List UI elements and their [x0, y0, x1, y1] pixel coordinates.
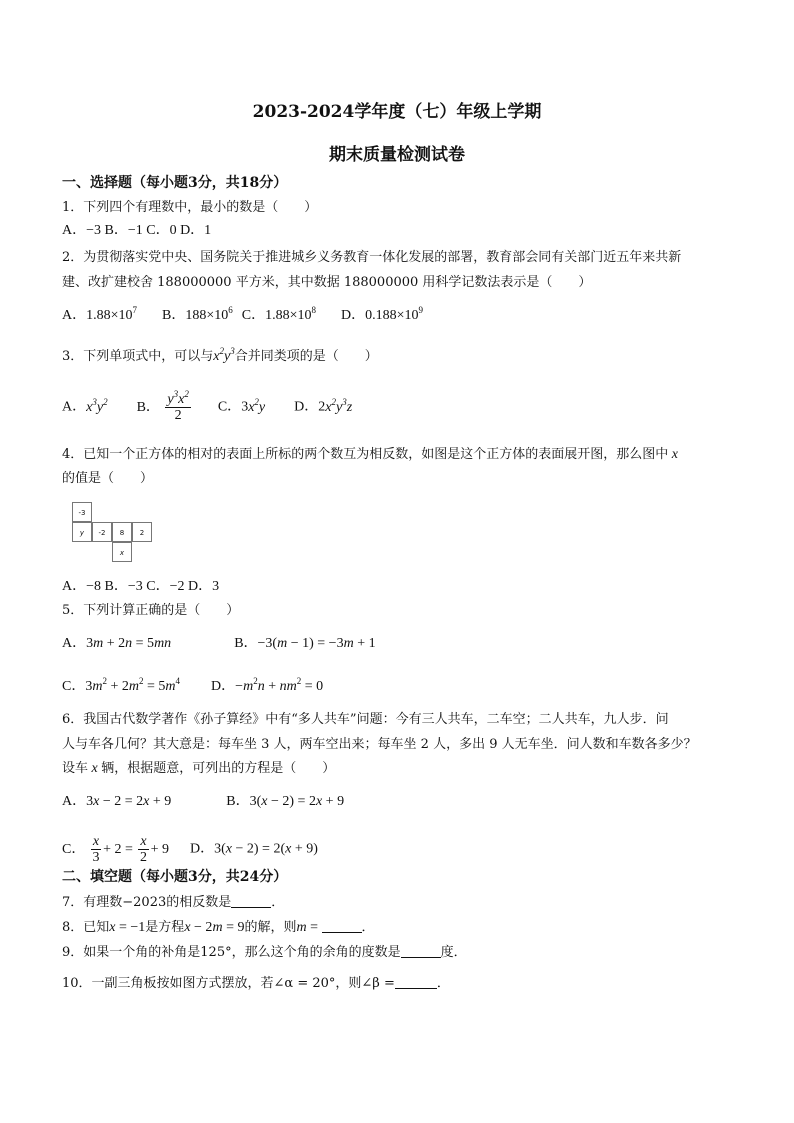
- q2-option-a: A．$1.88\times 10^7$: [62, 305, 138, 323]
- question-2-options: [62, 307, 423, 325]
- q3-option-a: A．$x^3y^2$: [62, 396, 108, 415]
- question-4-line-1: 4．已知一个正方体的相对的表面上所标的两个数互为相反数，如图是这个正方体的表面展开图，那么图中 x: [62, 447, 678, 462]
- net-cell-top: -3: [72, 502, 92, 522]
- q2-option-b: B．$188\times 10^6$: [162, 305, 233, 323]
- q6-option-b: B．3(x − 2) = 2x + 9: [226, 794, 345, 809]
- q5-option-a: A．3m + 2n = 5mn: [62, 636, 172, 651]
- net-cell-2: 2: [132, 522, 152, 542]
- question-10: 10．一副三角板按如图方式摆放，若∠α = 20°，则∠β = ．: [62, 976, 450, 991]
- question-3-options: [62, 389, 353, 423]
- question-6-options-cd: [62, 834, 318, 865]
- title-line-2: 期末质量检测试卷: [329, 145, 465, 165]
- q2-option-c: C．$1.88\times 10^8$: [241, 305, 316, 323]
- net-cell-neg2: -2: [92, 522, 112, 542]
- question-8: 8．已知x = −1是方程x − 2m = 9的解，则m = ．: [62, 920, 375, 935]
- question-6-options-ab: [62, 793, 344, 811]
- question-6-line-2: 人与车各几何？其大意是：每车坐 3 人，两车空出来；每车坐 2 人，多出 9 人无车坐．问人数和车数各多少？: [62, 737, 697, 752]
- answer-blank-10[interactable]: [395, 976, 437, 989]
- q5-option-d: D．$-m^2n + nm^2 = 0$: [211, 676, 324, 694]
- net-cell-x: x: [112, 542, 132, 562]
- title-line-1: 2023-2024学年度（七）年级上学期: [252, 102, 542, 122]
- answer-blank-7[interactable]: [231, 895, 271, 908]
- net-cell-y: y: [72, 522, 92, 542]
- question-2-line-2: 建、改扩建校舍 188000000 平方米，其中数据 188000000 用科学记数法表示是（ ）: [62, 275, 592, 290]
- question-2-line-1: 2．为贯彻落实党中央、国务院关于推进城乡义务教育一体化发展的部署，教育部会同有关部门近五年来共新: [62, 250, 682, 265]
- section-heading-choice: 一、选择题（每小题3分，共18分）: [62, 175, 288, 191]
- question-5-stem: 5．下列计算正确的是（ ）: [62, 603, 240, 618]
- question-7: 7．有理数−2023的相反数是 ．: [62, 895, 285, 910]
- question-9: 9．如果一个角的补角是125°，那么这个角的余角的度数是 度．: [62, 945, 467, 960]
- question-6-line-3: 设车 x 辆，根据题意，可列出的方程是（ ）: [62, 761, 336, 776]
- q6-option-c: C． $\frac{x}{3}$ + 2 = $\frac{x}{2}$ + 9: [62, 834, 169, 865]
- question-6-line-1: 6．我国古代数学著作《孙子算经》中有“多人共车”问题：今有三人共车，二车空；二人共车，九人步．问: [62, 712, 669, 727]
- question-3-stem: 3．下列单项式中，可以与$x^2y^3$合并同类项的是（ ）: [62, 346, 378, 364]
- q6-option-d: D．3(x − 2) = 2(x + 9): [189, 841, 318, 857]
- question-4-options: A．−8 B．−3 C．−2 D．3: [62, 579, 220, 594]
- question-4-line-2: 的值是（ ）: [62, 471, 154, 486]
- net-cell-8: 8: [112, 522, 132, 542]
- question-1-options: A．−3 B．−1 C．0 D．1: [62, 223, 212, 238]
- q2-option-d: D．$0.188\times 10^9$: [340, 305, 423, 323]
- q3-option-b: B． $\frac{y^3x^2}{2}$: [136, 389, 189, 423]
- section-heading-fill: 二、填空题（每小题3分，共24分）: [62, 869, 288, 885]
- question-5-options-ab: [62, 635, 376, 653]
- answer-blank-9[interactable]: [401, 945, 441, 958]
- q5-option-b: B．−3(m − 1) = −3m + 1: [234, 636, 376, 651]
- q5-option-c: C．$3m^2 + 2m^2 = 5m^4$: [62, 676, 181, 694]
- question-1-stem: 1．下列四个有理数中，最小的数是（ ）: [62, 200, 318, 215]
- answer-blank-8[interactable]: [322, 920, 362, 933]
- q3-option-d: D．$2x^2y^3z$: [294, 396, 353, 415]
- q6-option-a: A．3x − 2 = 2x + 9: [62, 794, 172, 809]
- q3-option-c: C．$3x^2y$: [217, 396, 266, 415]
- question-5-options-cd: [62, 678, 323, 696]
